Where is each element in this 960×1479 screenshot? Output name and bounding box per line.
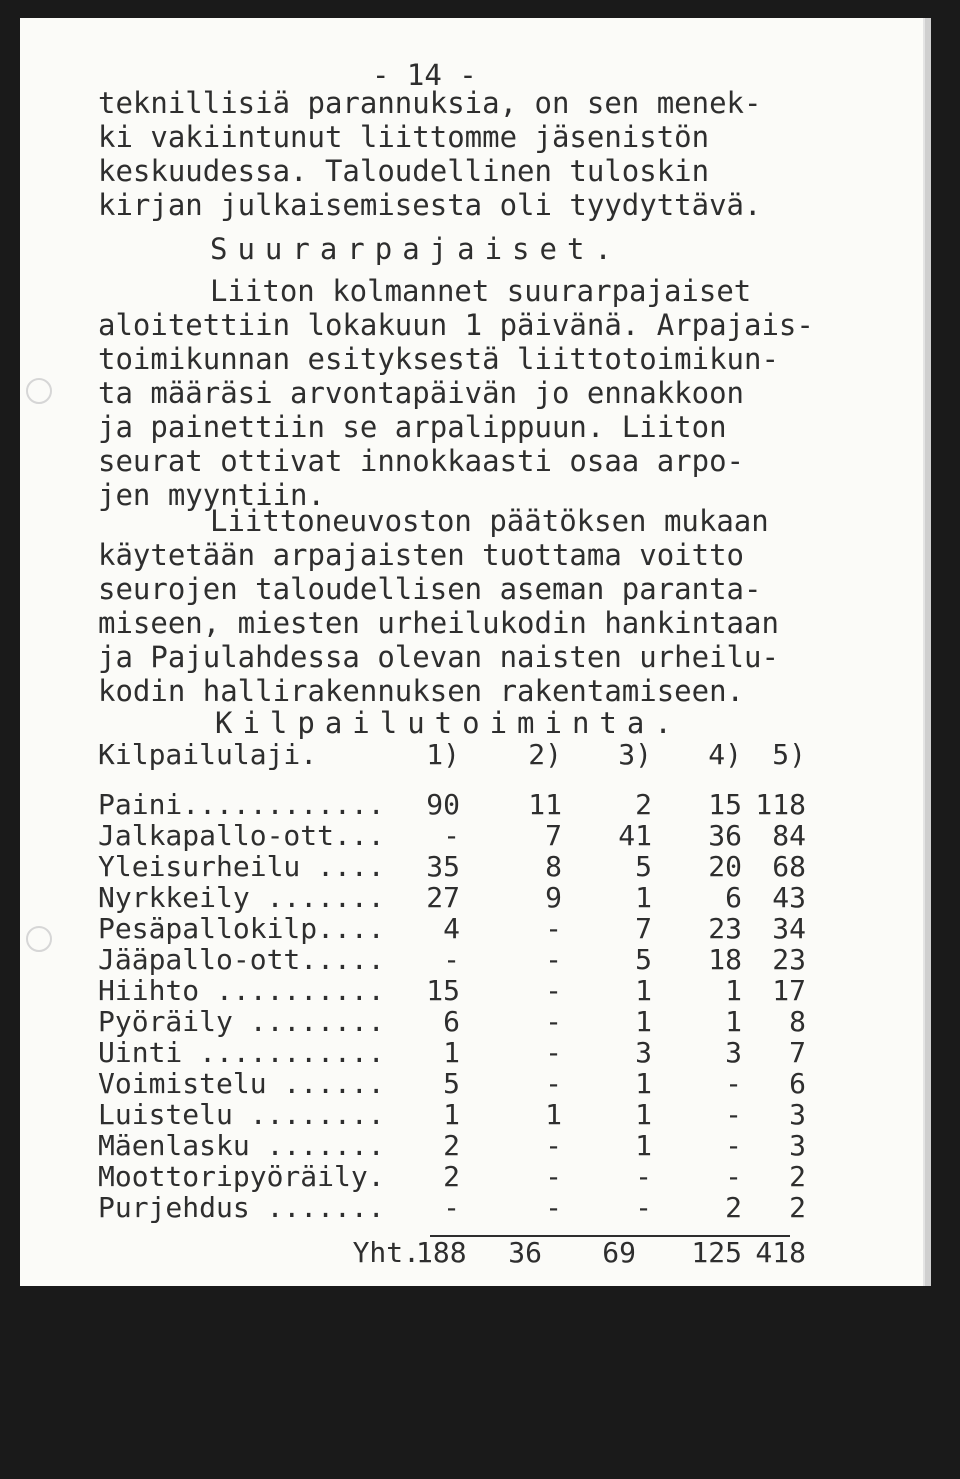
table-cell: 23 [708, 912, 742, 945]
table-cell: 4 [443, 912, 460, 945]
document-text [20, 18, 925, 1286]
table-cell: 5 [635, 850, 652, 883]
column-header: 3) [618, 738, 652, 771]
text-line: teknillisiä parannuksia, on sen menek- [98, 86, 762, 120]
table-cell: 3 [789, 1098, 806, 1131]
table-cell: 84 [772, 819, 806, 852]
table-cell: 18 [708, 943, 742, 976]
table-cell: 6 [725, 881, 742, 914]
table-cell: 5 [635, 943, 652, 976]
table-cell: - [443, 1191, 460, 1224]
section-heading: Suurarpajaiset. [210, 232, 622, 266]
table-cell: 1 [635, 881, 652, 914]
table-cell: 3 [789, 1129, 806, 1162]
text-line: keskuudessa. Taloudellinen tuloskin [98, 154, 710, 188]
table-total-row [98, 1236, 806, 1269]
table-cell: 11 [528, 788, 562, 821]
table-cell: 1 [443, 1036, 460, 1069]
text-line: toimikunnan esityksestä liittotoimikun- [98, 342, 779, 376]
text-line: aloitettiin lokakuun 1 päivänä. Arpajais- [98, 308, 814, 342]
table-cell: 9 [545, 881, 562, 914]
table-cell: 1 [443, 1098, 460, 1131]
table-cell: 1 [635, 1067, 652, 1100]
column-header: 1) [426, 738, 460, 771]
text-line: Liiton kolmannet suurarpajaiset [210, 274, 752, 308]
table-cell: - [725, 1067, 742, 1100]
row-label: Luistelu ........ [98, 1098, 385, 1131]
column-header: Kilpailulaji. [98, 738, 318, 771]
table-cell: 23 [772, 943, 806, 976]
column-header: 5) [772, 738, 806, 771]
table-cell: 2 [725, 1191, 742, 1224]
text-line: seurat ottivat innokkaasti osaa arpo- [98, 444, 745, 478]
table-cell: 2 [635, 788, 652, 821]
table-cell: - [545, 1067, 562, 1100]
table-cell: 1 [635, 974, 652, 1007]
row-label: Jääpallo-ott..... [98, 943, 385, 976]
table-cell: 1 [545, 1098, 562, 1131]
text-line: ja painettiin se arpalippuun. Liiton [98, 410, 727, 444]
table-header [98, 738, 806, 771]
text-line: kirjan julkaisemisesta oli tyydyttävä. [98, 188, 762, 222]
table-cell: - [545, 912, 562, 945]
table-cell: - [443, 943, 460, 976]
table-cell: 2 [789, 1191, 806, 1224]
table-cell: 8 [545, 850, 562, 883]
table-cell: 17 [772, 974, 806, 1007]
table-cell: 1 [725, 974, 742, 1007]
table-cell: - [635, 1191, 652, 1224]
table-cell: - [635, 1160, 652, 1193]
document-page [20, 18, 931, 1286]
row-label: Hiihto .......... [98, 974, 385, 1007]
text-line: ta määräsi arvontapäivän jo ennakkoon [98, 376, 745, 410]
table-cell: 7 [789, 1036, 806, 1069]
text-line: seurojen taloudellisen aseman paranta- [98, 572, 762, 606]
column-header: 2) [528, 738, 562, 771]
table-cell: 20 [708, 850, 742, 883]
table-cell: 35 [426, 850, 460, 883]
row-label: Paini............ [98, 788, 385, 821]
text-line: Liittoneuvoston päätöksen mukaan [210, 504, 769, 538]
table-cell: 27 [426, 881, 460, 914]
table-cell: - [443, 819, 460, 852]
row-label: Mäenlasku ....... [98, 1129, 385, 1162]
table-cell: 1 [635, 1005, 652, 1038]
table-cell: 7 [545, 819, 562, 852]
text-line: kodin hallirakennuksen rakentamiseen. [98, 674, 745, 708]
table-cell: 6 [443, 1005, 460, 1038]
table-cell: 34 [772, 912, 806, 945]
table-cell: - [545, 1129, 562, 1162]
total-value: 36 [508, 1236, 542, 1269]
table-cell: 36 [708, 819, 742, 852]
total-label: Yht. [352, 1236, 420, 1269]
row-label: Pesäpallokilp.... [98, 912, 385, 945]
row-label: Yleisurheilu .... [98, 850, 385, 883]
table-cell: - [545, 1005, 562, 1038]
table-cell: - [545, 1160, 562, 1193]
table-cell: 1 [635, 1098, 652, 1131]
table-cell: 43 [772, 881, 806, 914]
table-cell: 7 [635, 912, 652, 945]
table-cell: 41 [618, 819, 652, 852]
text-line: miseen, miesten urheilukodin hankintaan [98, 606, 779, 640]
total-value: 69 [602, 1236, 636, 1269]
row-label: Jalkapallo-ott... [98, 819, 385, 852]
row-label: Uinti ........... [98, 1036, 385, 1069]
row-label: Pyöräily ........ [98, 1005, 385, 1038]
text-line: ki vakiintunut liittomme jäsenistön [98, 120, 710, 154]
table-cell: 6 [789, 1067, 806, 1100]
table-cell: - [725, 1129, 742, 1162]
row-label: Nyrkkeily ....... [98, 881, 385, 914]
table-cell: 15 [708, 788, 742, 821]
total-value: 125 [691, 1236, 742, 1269]
total-value: 418 [755, 1236, 806, 1269]
table-cell: - [725, 1160, 742, 1193]
table-cell: - [545, 943, 562, 976]
text-line: ja Pajulahdessa olevan naisten urheilu- [98, 640, 779, 674]
total-value: 188 [416, 1236, 467, 1269]
table-cell: - [725, 1098, 742, 1131]
table-cell: 90 [426, 788, 460, 821]
table-cell: 1 [635, 1129, 652, 1162]
text-line: jen myyntiin. [98, 478, 325, 512]
table-cell: 118 [755, 788, 806, 821]
table-cell: 2 [443, 1160, 460, 1193]
text-line: käytetään arpajaisten tuottama voitto [98, 538, 745, 572]
table-cell: 2 [789, 1160, 806, 1193]
table-cell: 1 [725, 1005, 742, 1038]
column-header: 4) [708, 738, 742, 771]
table-cell: 8 [789, 1005, 806, 1038]
row-label: Purjehdus ....... [98, 1191, 385, 1224]
table-cell: - [545, 1191, 562, 1224]
table-cell: 3 [635, 1036, 652, 1069]
row-label: Voimistelu ...... [98, 1067, 385, 1100]
page-number: - 14 - [372, 58, 477, 92]
section-heading: Kilpailutoiminta. [215, 706, 682, 740]
table-cell: 3 [725, 1036, 742, 1069]
table-cell: - [545, 974, 562, 1007]
table-cell: - [545, 1036, 562, 1069]
row-label: Moottoripyöräily. [98, 1160, 385, 1193]
table-cell: 5 [443, 1067, 460, 1100]
table-cell: 2 [443, 1129, 460, 1162]
table-cell: 15 [426, 974, 460, 1007]
table-cell: 68 [772, 850, 806, 883]
